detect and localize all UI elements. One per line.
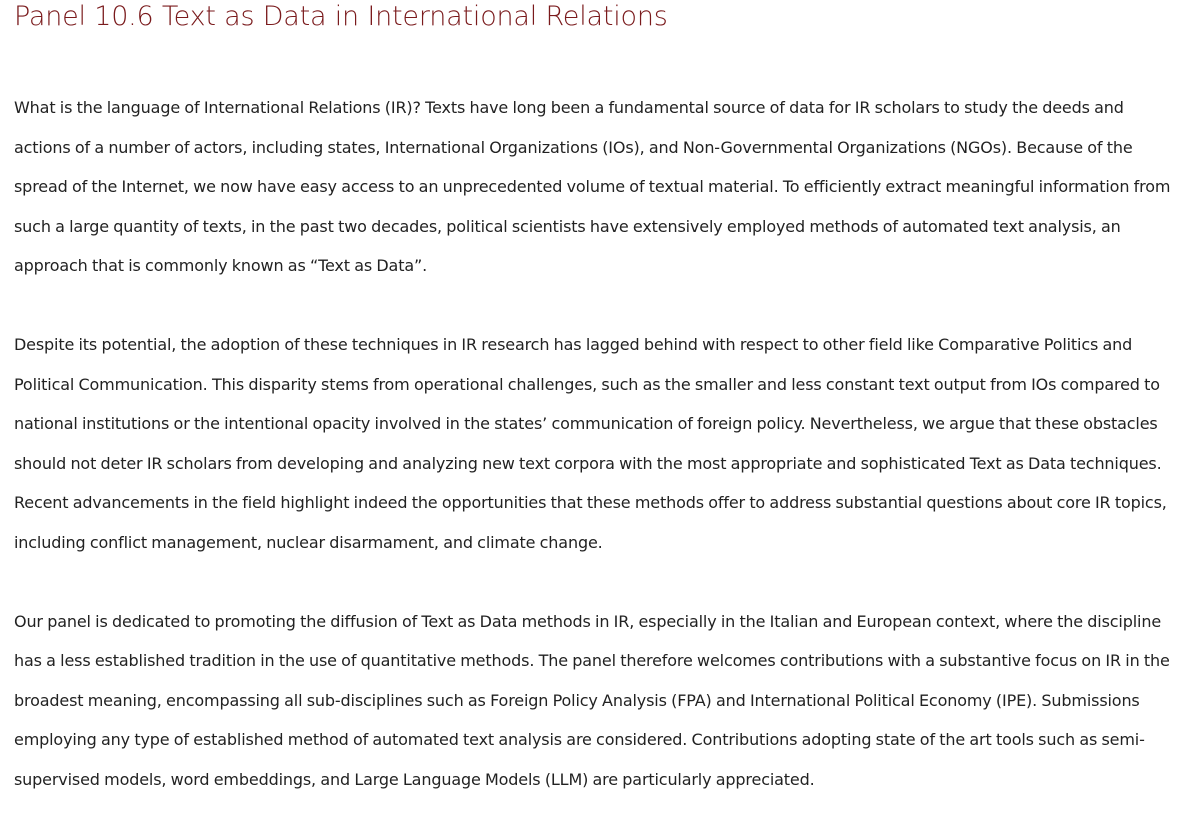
paragraph-intro: What is the language of International Relations (IR)? Texts have long been a fundamental source of data for IR scholars to study the deeds and actions of a number of actors, including states, International Organizations (IOs), and Non-Governmental Organizations (NGOs). Because of the spread of the Internet, we now have easy access to an unprecedented volume of textual material. To efficiently extract meaningful information from such a large quantity of texts, in the past two decades, political scientists have extensively employed methods of automated text analysis, an approach that is commonly known as “Text as Data”. <box>14 98 1171 275</box>
panel-description <box>14 88 1186 799</box>
paragraph-challenges: Despite its potential, the adoption of these techniques in IR research has lagged behind with respect to other field like Comparative Politics and Political Communication. This disparity stems from operational challenges, such as the smaller and less constant text output from IOs compared to national institutions or the intentional opacity involved in the states’ communication of foreign policy. Nevertheless, we argue that these obstacles should not deter IR scholars from developing and analyzing new text corpora with the most appropriate and sophisticated Text as Data techniques. Recent advancements in the field highlight indeed the opportunities that these methods offer to address substantial questions about core IR topics, including conflict management, nuclear disarmament, and climate change. <box>14 335 1167 552</box>
paragraph-panel-scope: Our panel is dedicated to promoting the diffusion of Text as Data methods in IR, especially in the Italian and European context, where the discipline has a less established tradition in the use of quantitative methods. The panel therefore welcomes contributions with a substantive focus on IR in the broadest meaning, encompassing all sub-disciplines such as Foreign Policy Analysis (FPA) and International Political Economy (IPE). Submissions employing any type of established method of automated text analysis are considered. Contributions adopting state of the art tools such as semi-supervised models, word embeddings, and Large Language Models (LLM) are particularly appreciated. <box>14 611 1170 789</box>
page-title: Panel 10.6 Text as Data in International Relations <box>14 1 668 32</box>
